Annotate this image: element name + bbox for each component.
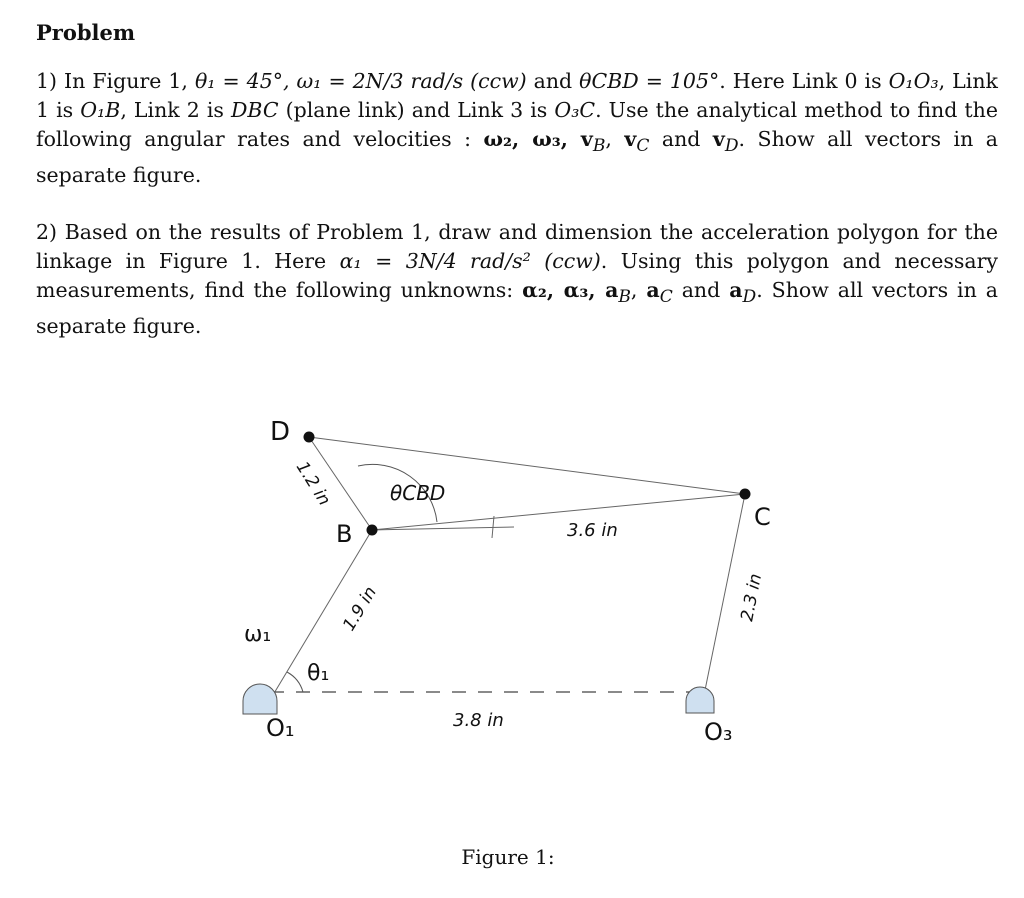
dim-o3c: 2.3 in	[737, 572, 767, 623]
link-dc	[309, 437, 745, 494]
label-theta-cbd: θCBD	[390, 481, 446, 505]
joint-c	[740, 489, 751, 500]
label-o3: O₃	[704, 718, 733, 746]
dim-db: 1.2 in	[291, 458, 335, 510]
dim-o1b: 1.9 in	[339, 583, 381, 635]
label-c: C	[754, 503, 771, 531]
o1-ground-pivot	[243, 684, 277, 714]
figure-caption-text: Figure 1:	[461, 845, 555, 869]
theta1-arc	[287, 672, 303, 692]
problem-2-text: 2) Based on the results of Problem 1, draw and dimension the acceleration polygon for the linkage in Figure 1. Here α₁ = 3N/4 rad/s² (ccw). Using this polygon and necessary measurements, find the following unknowns: α₂, α₃, $a_B$, $a_C$ and $a_D$. Show all vectors in a separate figure.	[36, 220, 999, 339]
label-theta1: θ₁	[307, 661, 330, 686]
linkage-figure	[0, 395, 1024, 898]
label-o1: O₁	[266, 714, 295, 742]
dim-bc: 3.6 in	[567, 520, 618, 541]
label-omega1: ω₁	[244, 622, 272, 647]
label-b: B	[336, 520, 353, 548]
joint-b	[367, 525, 378, 536]
problem-1-text: 1) In Figure 1, θ₁ = 45°, ω₁ = 2N/3 rad/s (ccw) and θCBD = 105°. Here Link 0 is O₁O₃, Link 1 is O₁B, Link 2 is DBC (plane link) and Link 3 is O₃C. Use the analytical method to find the following angular rates and velocities : ω₂, ω₃, $v_B$, $v_C$ and $v_D$. Show all vectors in a separate figure.	[36, 69, 998, 188]
document	[36, 20, 998, 341]
joint-d	[304, 432, 315, 443]
label-d: D	[270, 417, 291, 447]
o3-ground-pivot	[686, 687, 714, 713]
dim-o1o3: 3.8 in	[453, 710, 504, 731]
figure-caption	[0, 845, 1024, 869]
problem-heading: Problem	[36, 20, 136, 45]
link-o3c	[703, 494, 745, 700]
